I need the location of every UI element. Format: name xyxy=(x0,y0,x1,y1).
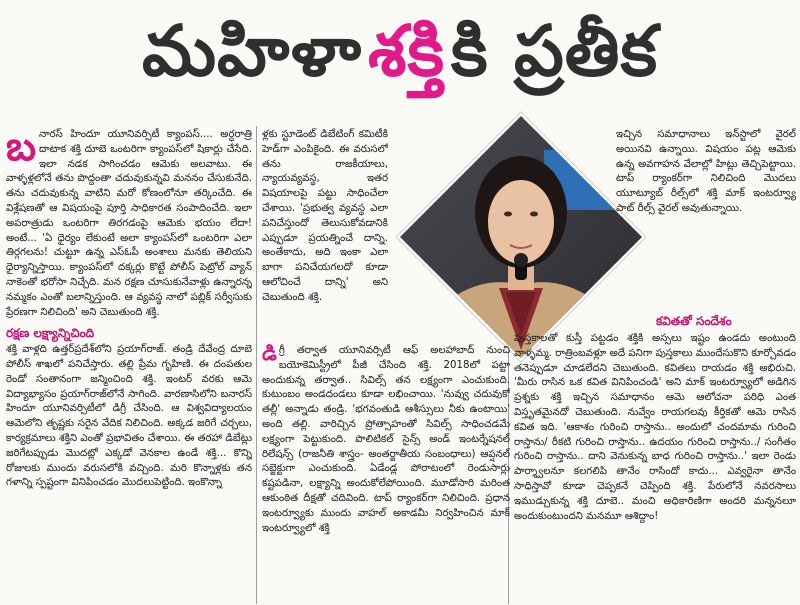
article-column-3-bottom xyxy=(514,332,796,604)
drop-cap: డి xyxy=(262,344,277,365)
column-divider-1 xyxy=(256,126,257,604)
article-paragraph: శక్తి వాళ్లది ఉత్తర్‌ప్రదేశ్‌లోని ప్రయాగ్‌రాజ్. తండ్రి దేవేంద్ర దూబె పోలీస్ శాఖలో పనిచేస్తారు. తల్లి ప్రేమ గృహిణి. ఈ దంపతుల రెండో సంతానంగా జన్మించింది శక్తి. ఇంటర్ వరకు ఆమె విద్యాభ్యాసం ప్రయాగ్‌రాజ్‌లోనే సాగింది. వారణాసిలోని బనారస్ హిందూ యూనివర్సిటీలో డిగ్రీ చేసింది. ఆ విశ్వవిద్యాలయం ఆమెలోని తృష్ణకు సరైన వేదిక నిలిచింది. అక్కడ జరిగే చర్చలు, కార్యక్రమాలు శక్తిని ఎంతో ప్రభావితం చేశాయి. ఈ తరహా డిబేట్లు జరిగేటప్పుడు మొదట్లో ఎక్కడో వెనకాల ఉండే శక్తి... కొన్ని రోజులకు ముందు వరుసలోకి వచ్చింది. మరి కొన్నాళ్లకు తన గళాన్ని స్పష్టంగా వినిపించడం మొదలుపెట్టింది. ఇంకొన్నా xyxy=(6,344,252,489)
paragraph-text: గ్రీ తర్వాత యూనివర్సిటీ ఆఫ్ అలహాబాద్ నుంచి బయోకెమిస్ట్రీలో పీజీ చేసింది శక్తి. 2018లో పట్టా అందుకున్న తర్వాత.. సివిల్స్ తన లక్ష్యంగా ఎంచుకుంది. కుటుంబం అండదండలు కూడా లభించాయి. 'నువ్వు చదువుకో తల్లీ' అన్నాడు తండ్రి. 'భగవంతుడి ఆశీస్సులు నీకు ఉంటాయి' అంది తల్లి. వారిచ్చిన ప్రోత్సాహంతో సివిల్స్ సాధించడమే లక్ష్యంగా పెట్టుకుంది. పొలిటికల్ సైన్స్ అండ్ ఇంటర్నేషనల్ రిలేషన్స్ (రాజనీతి శాస్త్రం- అంతర్జాతీయ సంబంధాలు) ఆప్షనల్ సబ్జెక్టుగా ఎంచుకుంది. ఏడేండ్ల పోరాటంలో రెండుసార్లు కష్టపడినా, లక్ష్యాన్ని అందుకోలేపోయింది. మూడోసారి మరింత ఆకుంఠిత దీక్షతో చదివింది. టాప్ ర్యాంకర్‌గా నిలిచింది. ప్రధాన ఇంటర్వ్యూకు ముందు వాహల్ అకాడమీ నిర్వహించిన మాక్ ఇంటర్వ్యూలో శక్తి xyxy=(262,345,510,534)
article-paragraph xyxy=(262,344,510,536)
headline-part-2: శక్తి xyxy=(367,9,446,92)
headline-part-1: మహిళా xyxy=(141,9,362,92)
section-subhead: రక్షణ లక్ష్యాన్నిచింది xyxy=(6,326,95,341)
drop-cap: బ xyxy=(6,128,36,170)
headline-part-3: కి ప్రతీక xyxy=(451,9,658,92)
article-paragraph: ళ్లకు స్టూడెంట్ డిబేటింగ్ కమిటీకి హెడ్‌గా ఎంపికైంది. ఈ వరుసలో తను రాజకీయాలు, న్యాయవ్యవస్థ, ఇతర విషయాలపై పట్టు సాధించేలా చేశాయి. 'ప్రభుత్వ వ్యవస్థ ఎలా పనిచేస్తుందో తెలుసుకోవడానికి ఎప్పుడూ ప్రయత్నించే దాన్ని. అంతేకాదు, అది ఇంకా ఎలా బాగా పనిచేయగలదో కూడా ఆలోచించే దాన్ని' అని చెబుతుంది శక్తి. xyxy=(262,129,388,303)
article-paragraph xyxy=(6,128,252,320)
section-subhead-right: కవితతో సందేశం xyxy=(656,314,732,328)
headline xyxy=(0,0,800,118)
paragraph-text: నారస్ హిందూ యూనివర్సిటీ క్యాంపస్.... అర్ధరాత్రి దాటాక శక్తి దూబె ఒంటరిగా క్యాంపస్‌లో షికార్లు చేసేది. ఇలా నడక సాగించడం ఆమెకు అలవాటు. ఈ వాళ్ళళ్లలోనే తను పొద్దంతా చదువుకున్నవి మననం చేసుకునేది. తను చదువుకున్న వాటిని మరో కోణంలోనూ తర్కించేది. ఈ విశ్లేషణతో ఆ విషయంపై పూర్తి సాధికారత సంపాదించేది. ఇలా అపరాత్రుడు ఒంటరిగా తిరగడంపై ఆమెకు భయం లేదా! అంటే... 'ఏ ధైర్యం లేకుంటే అలా క్యాంపస్‌లో ఒంటరిగా ఎలా తిర్గగలను! చుట్టూ ఉన్న ఎస్‌ఓపీ అంశాలు మనకు తెలియని ధైర్యాన్నిస్తాయి. క్యాంపస్‌లో దక్కర్లు కొట్టే పోలీస్ పెట్రోల్ వ్యాన్ నాకెంతో భరోసా నిచ్చేది. మన రక్షణ చూసుకునేవాళ్లు ఉన్నారన్న నమ్మకం ఎంతో బలాన్నిస్తుంది. ఆ వ్యవస్థ నాలో పబ్లిక్ సర్వీసుకు ప్రేరణగా నిలిచింది' అని చెబుతుంది శక్తి. xyxy=(6,129,252,318)
article-column-3-top xyxy=(616,128,796,308)
article-column-1 xyxy=(6,128,252,604)
article-paragraph: పుస్తకాలతో కుస్తీ పట్టడం శక్తికి అస్సలు ఇష్టం ఉండదు అంటుంది వాళ్ళమ్మ. రాత్రింబవళ్లూ అదే పనిగా పుస్తకాలు ముందేసుకొని కూర్చోవడం తనెప్పుడూ చూడలేదని చెబుతుంది. కవితలు రాయడం శక్తి అభిరుచి. 'మీరు రాసిన ఒక కవిత వినిపించండి' అని మాక్ ఇంటర్వ్యూలో అడిగిన ప్రశ్నకు శక్తి ఇచ్చిన సమాధానం ఆమె ఆలోచనా పరిధి ఎంత విస్తృతమైనదో చెబుతుంది. నువ్వేం రాయగలవు కీర్తికతో ఆమె రాసిన కవిత ఇది. 'ఆకాశం గురించి రాస్తాను.. అందులో చందమామ గురించి రాస్తాను/ రీకటి గురించి రాస్తాను.. ఉదయం గురించి రాస్తాను../ సంగీతం గురించి రాస్తాను.. దాని వెనుకున్న బాధ గురించి రాస్తాను..' ఇలా రెండు పార్శ్వాలనూ కలగలిపి తానేం రాసిందో కాదు... ఎవ్వరైనా తానేం సాధిస్తావో కూడా చెప్పకనే చెప్పింది శక్తి. పేరులోనే నవరసాలు ఇముడ్చుకున్న శక్తి దూబె.. మంచి అధికారిణిగా అందరి మన్ననలూ అందుకుంటుందని మనమూ ఆశిద్దాం! xyxy=(514,333,796,522)
portrait-image xyxy=(394,110,648,364)
article-column-2-bottom xyxy=(262,344,510,604)
article-paragraph: ఇచ్చిన సమాధానాలు ఇన్‌స్టాలో వైరల్ అయినవి ఉన్నాయి. విషయం పట్ల ఆమెకు ఉన్న అవగాహన వేలాల్లో హిట్లు తెచ్చిపెట్టాయి. టాప్ ర్యాంకర్‌గా నిలిచింది మొదలు యూట్యూబ్ రీల్స్‌లో శక్తి మాక్ ఇంటర్వ్యూ పాట్ రీల్స్ వైరల్ అవుతున్నాయి. xyxy=(616,129,796,214)
article-column-2-top xyxy=(262,128,388,303)
portrait-photo xyxy=(394,110,648,364)
